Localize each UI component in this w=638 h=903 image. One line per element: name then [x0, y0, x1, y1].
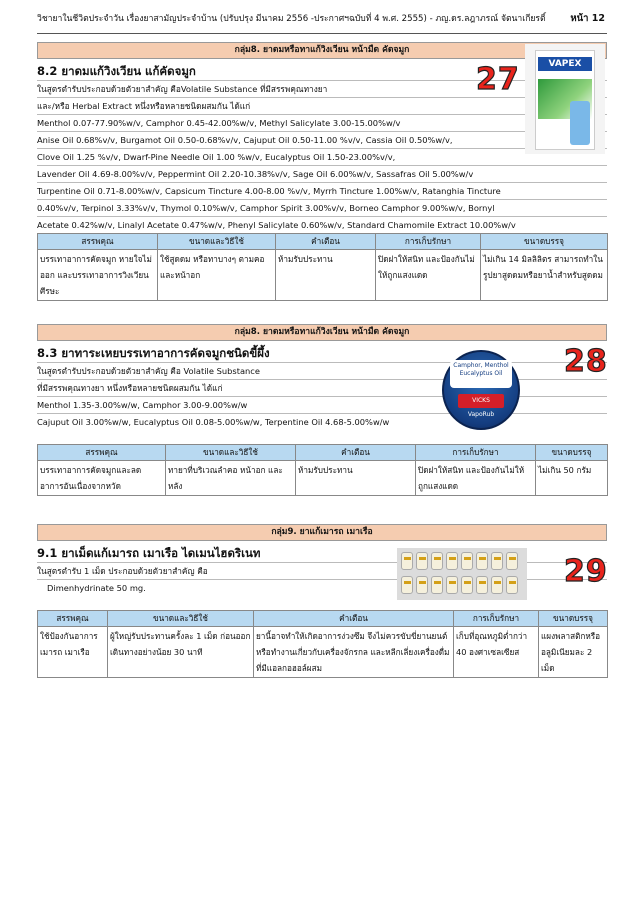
table-header-row: [38, 611, 608, 627]
page-number: หน้า 12: [570, 13, 605, 24]
section-8-3: [37, 324, 607, 496]
section-8-2: [37, 42, 607, 301]
tablet: [506, 552, 518, 570]
cell-storage: ปิดฝาให้สนิท และป้องกันไม่ให้ถูกแสงแดด: [376, 250, 481, 301]
tablet: [461, 576, 473, 594]
tablet: [491, 576, 503, 594]
header-package: ขนาดบรรจุ: [539, 611, 608, 627]
cell-indications: บรรเทาอาการคัดจมูกและลดอาการอันเนื่องจากหวัด: [38, 461, 166, 496]
vapex-box: [535, 50, 595, 150]
vicks-brand-label: VICKS VapoRub: [458, 394, 504, 408]
header-package: ขนาดบรรจุ: [481, 234, 608, 250]
body-line: Cajuput Oil 3.00%w/w, Eucalyptus Oil 0.08-5.00%w/w, Terpentine Oil 4.68-5.00%w/w: [37, 417, 390, 427]
page-header: [37, 12, 607, 34]
tablet: [431, 552, 443, 570]
cell-package: ไม่เกิน 50 กรัม: [536, 461, 608, 496]
tablet: [431, 576, 443, 594]
section-title: 8.2 ยาดมแก้วิงเวียน แก้คัดจมูก: [37, 62, 607, 81]
tablet: [446, 576, 458, 594]
cell-warning: ห้ามรับประทาน: [296, 461, 416, 496]
vapex-logo: VAPEX: [538, 57, 592, 71]
header-storage: การเก็บรักษา: [454, 611, 539, 627]
cell-dosage: ใช้สูดดม หรือทาบางๆ ตามคอและหน้าอก: [158, 250, 276, 301]
header-warning: คำเตือน: [276, 234, 376, 250]
header-indications: สรรพคุณ: [38, 234, 158, 250]
tablet: [416, 576, 428, 594]
spec-table: [37, 610, 608, 678]
body-line: ในสูตรตำรับประกอบด้วยตัวยาสำคัญ คือVolatile Substance ที่มีสรรพคุณทางยา: [37, 81, 607, 98]
body-line: Dimenhydrinate 50 mg.: [47, 583, 146, 593]
cell-indications: ใช้ป้องกันอาการเมารถ เมาเรือ: [38, 627, 108, 678]
tablet: [491, 552, 503, 570]
header-indications: สรรพคุณ: [38, 445, 166, 461]
cell-dosage: ทายาที่บริเวณลำคอ หน้าอก และหลัง: [166, 461, 296, 496]
item-number-28: 28: [564, 344, 608, 379]
body-line: Menthol 1.35-3.00%w/w, Camphor 3.00-9.00%w/w: [37, 397, 607, 414]
tablet: [401, 552, 413, 570]
group-band: กลุ่ม8. ยาดมหรือทาแก้วิงเวียน หน้ามืด คัดจมูก: [37, 324, 607, 341]
body-line: 0.40%v/v, Terpinol 3.33%v/v, Thymol 0.10%w/v, Camphor Spirit 3.00%v/v, Borneo Camphor 9.00%w/v, Bornyl: [37, 200, 607, 217]
vapex-bottle: [570, 101, 590, 145]
table-header-row: [38, 445, 608, 461]
body-line: ในสูตรตำรับประกอบด้วยตัวยาสำคัญ คือ Volatile Substance: [37, 363, 607, 380]
vicks-lid-label: Camphor, Menthol Eucalyptus Oil: [450, 360, 512, 388]
body-line: และ/หรือ Herbal Extract หนึ่งหรือหลายชนิดผสมกัน ได้แก่: [37, 98, 607, 115]
header-warning: คำเตือน: [296, 445, 416, 461]
section-title: 8.3 ยาทาระเหยบรรเทาอาการคัดจมูกชนิดขี้ผึ้ง: [37, 344, 607, 363]
cell-indications: บรรเทาอาการคัดจมูก หายใจไม่ออก และบรรเทาอาการวิงเวียนศีรษะ: [38, 250, 158, 301]
cell-dosage: ผู้ใหญ่รับประทานครั้งละ 1 เม็ด ก่อนออกเดินทางอย่างน้อย 30 นาที: [108, 627, 254, 678]
tablet: [416, 552, 428, 570]
blister-row-top: [401, 552, 523, 572]
tablet: [476, 576, 488, 594]
body-line: Anise Oil 0.68%v/v, Burgamot Oil 0.50-0.68%v/v, Cajuput Oil 0.50-11.00 %v/v, Cassia Oil 0.50%w/v,: [37, 132, 607, 149]
cell-warning: ห้ามรับประทาน: [276, 250, 376, 301]
body-line: Lavender Oil 4.69-8.00%v/v, Peppermint Oil 2.20-10.38%v/v, Sage Oil 6.00%w/v, Sassafras Oil 5.00%w/v: [37, 166, 607, 183]
vapex-product-image: [525, 44, 605, 154]
cell-storage: ปิดฝาให้สนิท และป้องกันไม่ให้ถูกแสงแดด: [416, 461, 536, 496]
header-dosage: ขนาดและวิธีใช้: [108, 611, 254, 627]
item-number-29: 29: [564, 554, 608, 589]
header-text: วิชายาในชีวิตประจำวัน เรื่องยาสามัญประจำบ้าน (ปรับปรุง มีนาคม 2556 -ประกาศฯฉบับที่ 4 พ.ศ. 2555) - ภญ.ดร.ลฎาภรณ์ จัตนาเกียรติ์: [37, 14, 546, 24]
tablet: [461, 552, 473, 570]
table-row: [38, 250, 608, 301]
vicks-product-image: [442, 350, 520, 430]
group-band: กลุ่ม8. ยาดมหรือทาแก้วิงเวียน หน้ามืด คัดจมูก: [37, 42, 607, 59]
cell-package: แผงพลาสติกหรืออลูมิเนียมละ 2 เม็ด: [539, 627, 608, 678]
tablet: [446, 552, 458, 570]
header-storage: การเก็บรักษา: [376, 234, 481, 250]
cell-storage: เก็บที่อุณหภูมิต่ำกว่า 40 องศาเซลเซียส: [454, 627, 539, 678]
tablet: [401, 576, 413, 594]
section-title: 9.1 ยาเม็ดแก้เมารถ เมาเรือ ไดเมนไฮดริเนท: [37, 544, 607, 563]
body-line: Turpentine Oil 0.71-8.00%w/v, Capsicum Tincture 4.00-8.00 %v/v, Myrrh Tincture 1.00%w/v, Ratanghia Tincture: [37, 183, 607, 200]
cell-package: ไม่เกิน 14 มิลลิลิตร สามารถทำในรูปยาสูดดมหรือยาน้ำสำหรับสูดดม: [481, 250, 608, 301]
header-storage: การเก็บรักษา: [416, 445, 536, 461]
blister-row-bottom: [401, 576, 523, 596]
tablet: [476, 552, 488, 570]
tablet: [506, 576, 518, 594]
tablet-blister-image: [397, 548, 527, 600]
body-line: ที่มีสรรพคุณทางยา หนึ่งหรือหลายชนิดผสมกัน ได้แก่: [37, 380, 607, 397]
group-band: กลุ่ม9. ยาแก้เมารถ เมาเรือ: [37, 524, 607, 541]
header-indications: สรรพคุณ: [38, 611, 108, 627]
table-row: [38, 461, 608, 496]
spec-table: [37, 444, 608, 496]
header-dosage: ขนาดและวิธีใช้: [158, 234, 276, 250]
header-dosage: ขนาดและวิธีใช้: [166, 445, 296, 461]
body-line: ในสูตรตำรับ 1 เม็ด ประกอบด้วยตัวยาสำคัญ คือ: [37, 563, 607, 580]
header-warning: คำเตือน: [254, 611, 454, 627]
body-line: Menthol 0.07-77.90%w/v, Camphor 0.45-42.00%w/v, Methyl Salicylate 3.00-15.00%w/v: [37, 115, 607, 132]
spec-table: [37, 233, 608, 301]
table-header-row: [38, 234, 608, 250]
cell-warning: ยานี้อาจทำให้เกิดอาการง่วงซึม จึงไม่ควรขับขี่ยานยนต์หรือทำงานเกี่ยวกับเครื่องจักรกล และหลีกเลี่ยงเครื่องดื่มที่มีแอลกอฮอล์ผสม: [254, 627, 454, 678]
body-line: Acetate 0.42%w/v, Linalyl Acetate 0.47%w/v, Phenyl Salicylate 0.60%w/v, Standard Chamomile Extract 10.00%w/v: [37, 220, 516, 230]
item-number-27: 27: [476, 62, 520, 97]
body-line: Clove Oil 1.25 %v/v, Dwarf-Pine Needle Oil 1.00 %w/v, Eucalyptus Oil 1.50-23.00%v/v,: [37, 149, 607, 166]
header-package: ขนาดบรรจุ: [536, 445, 608, 461]
table-row: [38, 627, 608, 678]
